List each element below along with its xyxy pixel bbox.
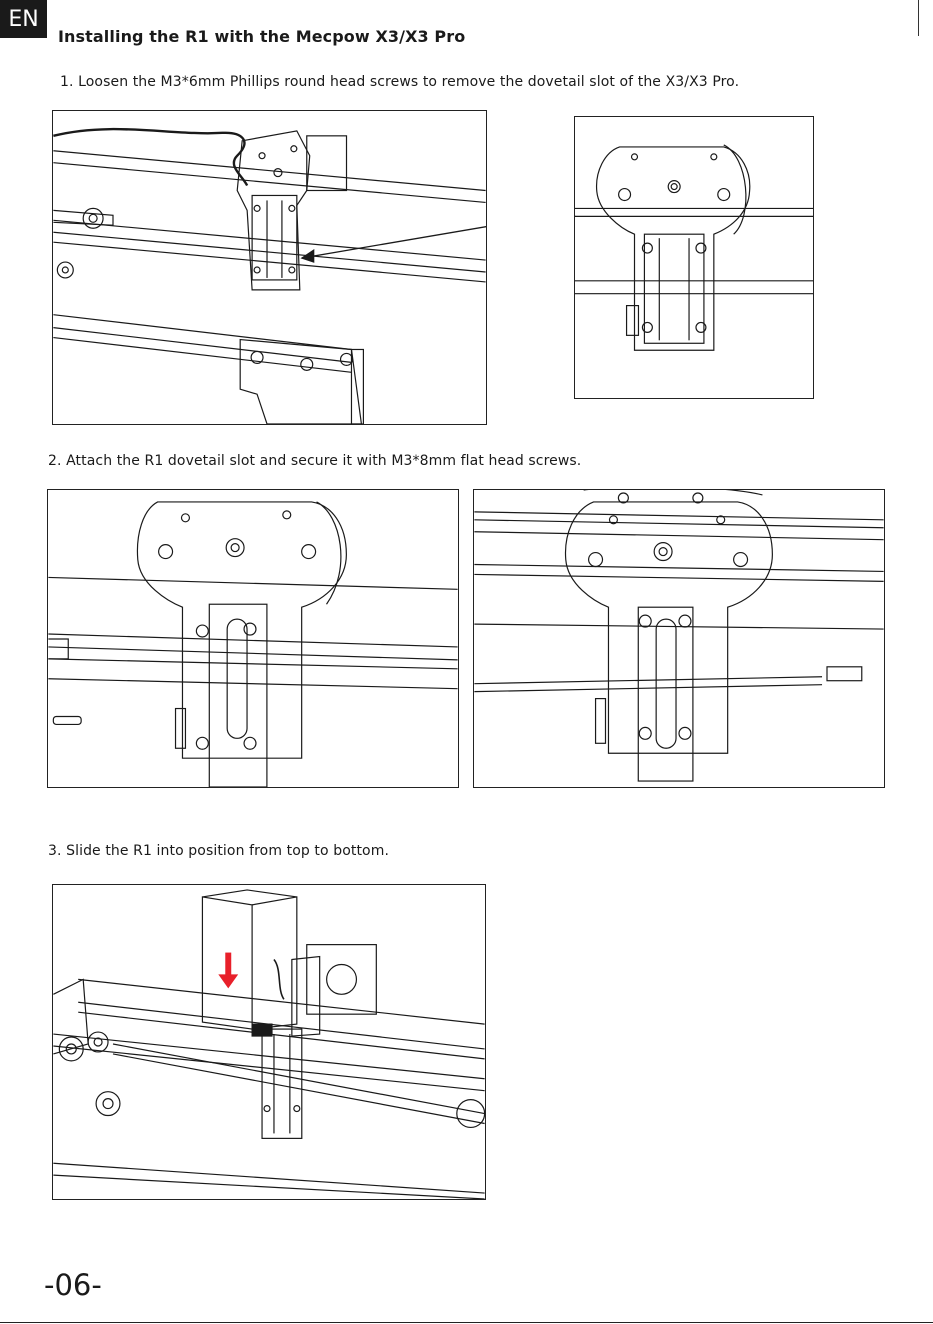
page-title: Installing the R1 with the Mecpow X3/X3 Pro bbox=[58, 27, 466, 46]
step-2-text: 2. Attach the R1 dovetail slot and secure it with M3*8mm flat head screws. bbox=[48, 453, 582, 469]
language-badge: EN bbox=[0, 0, 47, 38]
step-1-text: 1. Loosen the M3*6mm Phillips round head screws to remove the dovetail slot of the X3/X3 Pro. bbox=[60, 74, 740, 90]
bottom-divider bbox=[0, 1322, 933, 1323]
step-3-slide-illustration bbox=[52, 884, 486, 1200]
step-2-attach-front-illustration bbox=[47, 489, 459, 788]
step-1-overview-illustration bbox=[52, 110, 487, 425]
top-divider bbox=[918, 0, 919, 36]
step-1-dovetail-closeup-illustration bbox=[574, 116, 814, 399]
page-number: -06- bbox=[44, 1268, 102, 1302]
step-3-text: 3. Slide the R1 into position from top to bottom. bbox=[48, 843, 390, 859]
step-2-attach-secured-illustration bbox=[473, 489, 885, 788]
